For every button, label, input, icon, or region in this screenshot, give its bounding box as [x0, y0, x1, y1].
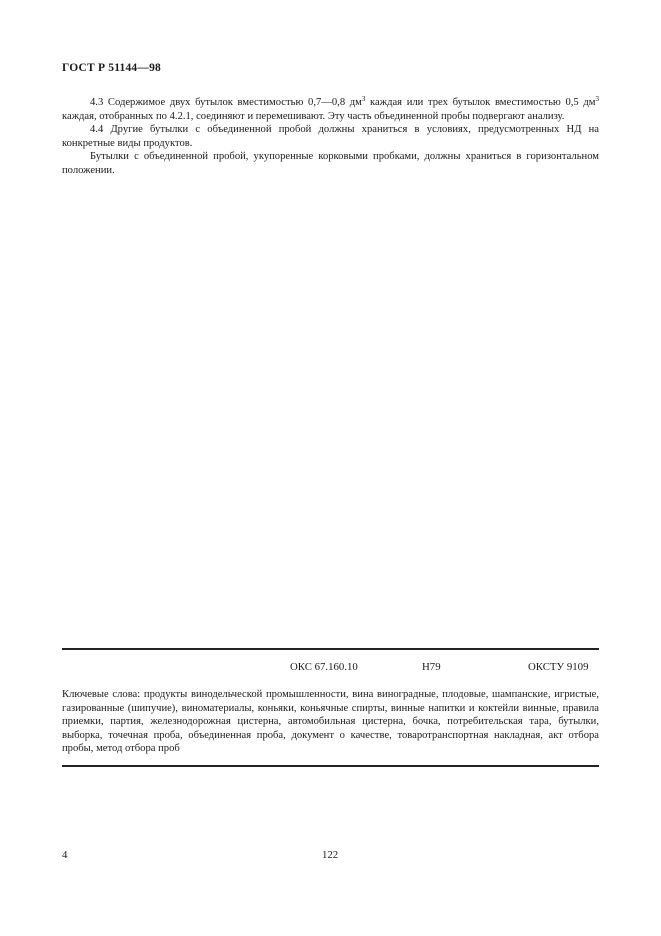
body-text [62, 96, 599, 178]
sheet-number: 122 [322, 849, 339, 861]
document-header: ГОСТ Р 51144—98 [62, 62, 161, 74]
paragraph-4-4-storage: Бутылки с объединенной пробой, укупоренные корковыми пробками, должны храниться в горизонтальном положении. [62, 151, 599, 176]
paragraph-4-3 [62, 96, 599, 123]
paragraph-4-3-part1: 4.3 Содержимое двух бутылок вместимостью 0,7—0,8 дм [90, 97, 362, 108]
paragraph-4-4: 4.4 Другие бутылки с объединенной пробой должны храниться в условиях, предусмотренных НД на конкретные виды продуктов. [62, 124, 599, 149]
group-code: Н79 [422, 661, 441, 673]
keywords: Ключевые слова: продукты винодельческой промышленности, вина виноградные, плодовые, шампанские, игристые, газированные (шипучие), виноматериалы, коньяки, коньячные спирты, винные напитки и коктейли винные, правила приемки, партия, железнодорожная цистерна, автомобильная цистерна, бочка, потребительская тара, бутылки, выборка, точечная проба, объединенная проба, документ о качестве, товаротранспортная накладная, акт отбора пробы, метод отбора проб [62, 689, 599, 755]
divider-top [62, 648, 599, 650]
superscript-cube: 3 [595, 95, 599, 103]
oks-code: ОКС 67.160.10 [290, 661, 358, 673]
superscript-cube: 3 [361, 95, 366, 103]
paragraph-4-3-part2: каждая или трех бутылок вместимостью 0,5 дм [365, 97, 596, 108]
paragraph-4-3-part3: каждая, отобранных по 4.2.1, соединяют и перемешивают. Эту часть объединенной пробы подвергают анализу. [62, 110, 565, 122]
divider-bottom [62, 765, 599, 767]
okstu-code: ОКСТУ 9109 [528, 661, 589, 673]
page-number: 4 [62, 849, 68, 861]
